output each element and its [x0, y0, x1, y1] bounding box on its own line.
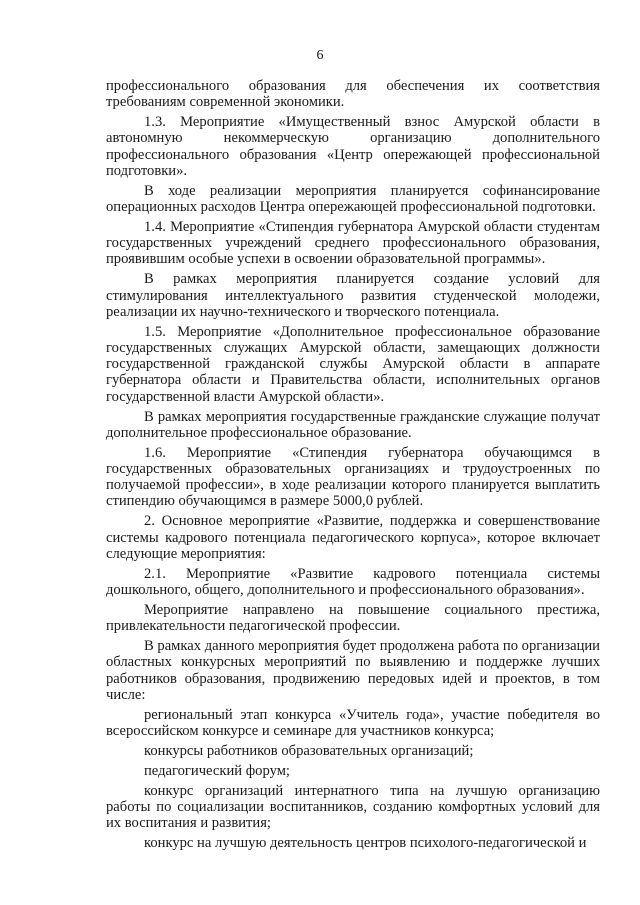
paragraph: В ходе реализации мероприятия планируется софинансирование операционных расходов Центра опережающей профессиональной подготовки.	[106, 182, 600, 216]
paragraph: 2. Основное мероприятие «Развитие, поддержка и совершенствование системы кадрового потенциала педагогического корпуса», которое включает следующие мероприятия:	[106, 513, 600, 562]
paragraph: В рамках мероприятия государственные гражданские служащие получат дополнительное профессиональное образование.	[106, 408, 600, 441]
paragraph: профессионального образования для обеспечения их соответствия требованиям современной экономики.	[106, 78, 600, 111]
page-number: 6	[316, 48, 324, 63]
paragraph: 1.3. Мероприятие «Имущественный взнос Амурской области в автономную некоммерческую организацию дополнительного профессионального образования «Центр опережающей профессиональной подготовки».	[106, 114, 600, 179]
paragraph: 1.6. Мероприятие «Стипендия губернатора обучающимся в государственных образовательных организациях и трудоустроенных по получаемой профессии», в ходе реализации которого планируется выплатить стипендию обучающимся в размере 5000,0 рублей.	[106, 444, 600, 510]
paragraph: В рамках данного мероприятия будет продолжена работа по организации областных конкурсных мероприятий по выявлению и поддержке лучших работников образования, продвижению передовых идей и проектов, в том числе:	[106, 638, 600, 703]
paragraph: 1.5. Мероприятие «Дополнительное профессиональное образование государственных служащих Амурской области, замещающих должности государственной гражданской службы Амурской области в аппарате губернатора области и Правительства области, исполнительных органов государственной власти Амурской области».	[106, 323, 600, 405]
paragraph: В рамках мероприятия планируется создание условий для стимулирования интеллектуального развития студенческой молодежи, реализации их научно-технического и творческого потенциала.	[106, 271, 600, 320]
paragraph: 1.4. Мероприятие «Стипендия губернатора Амурской области студентам государственных учреждений среднего профессионального образования, проявившим особые успехи в освоении образовательной программы».	[106, 219, 600, 268]
paragraph: конкурсы работников образовательных организаций;	[144, 743, 474, 760]
paragraph: 2.1. Мероприятие «Развитие кадрового потенциала системы дошкольного, общего, дополнительного и профессионального образования».	[106, 565, 600, 599]
paragraph: конкурс на лучшую деятельность центров психолого-педагогической и	[144, 835, 587, 852]
paragraph: педагогический форум;	[144, 763, 290, 780]
body-text	[106, 78, 600, 852]
paragraph: конкурс организаций интернатного типа на лучшую организацию работы по социализации воспитанников, созданию комфортных условий для их воспитания и развития;	[106, 783, 600, 832]
paragraph: Мероприятие направлено на повышение социального престижа, привлекательности педагогической профессии.	[106, 602, 600, 635]
paragraph: региональный этап конкурса «Учитель года», участие победителя во всероссийском конкурсе и семинаре для участников конкурса;	[106, 706, 600, 740]
